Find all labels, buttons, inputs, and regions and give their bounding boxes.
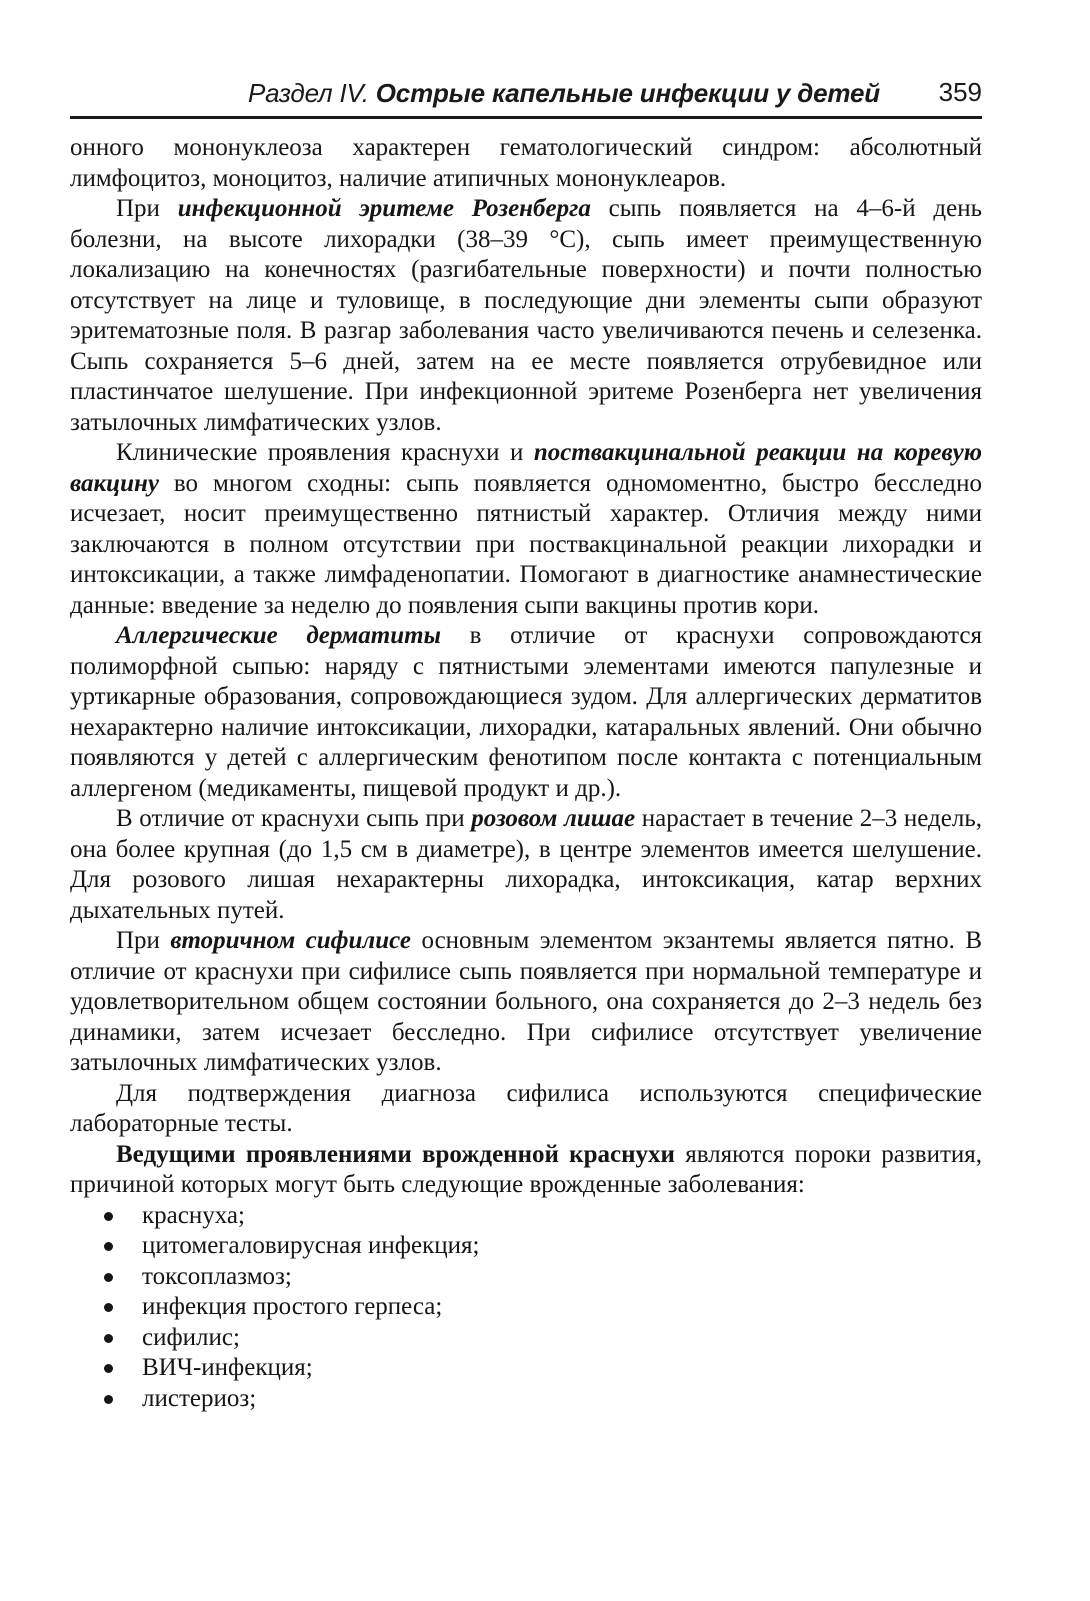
- list-item: токсоплазмоз;: [104, 1262, 982, 1293]
- paragraph: [70, 926, 982, 1079]
- running-header: [70, 74, 982, 118]
- paragraph: [70, 1140, 982, 1201]
- paragraph-text: являются пороки развития, причиной которых могут быть следующие врожденные заболевания:: [70, 1140, 983, 1198]
- paragraph-text: основным элементом экзантемы является пятно. В отличие от краснухи при сифилисе сыпь появляется при нормальной температуре и удовлетворительном общем состоянии больного, она сохраняется до 2–3 недель без динамики, затем исчезает бесследно. При сифилисе отсутствует увеличение затылочных лимфатических узлов.: [70, 927, 983, 1076]
- bold-term: Ведущими проявлениями врожденной краснухи: [116, 1140, 675, 1168]
- header-rule: [70, 116, 982, 119]
- paragraph: [70, 438, 982, 621]
- list-item: инфекция простого герпеса;: [104, 1292, 982, 1323]
- paragraph: [70, 1079, 982, 1140]
- list-item: краснуха;: [104, 1201, 982, 1232]
- paragraph-text: Для подтверждения диагноза сифилиса используются специфические лабораторные тесты.: [70, 1079, 982, 1137]
- paragraph-text: В отличие от краснухи сыпь при: [116, 805, 472, 832]
- italic-term: вторичном сифилисе: [170, 927, 412, 954]
- header-title: [248, 78, 880, 109]
- paragraph-text: сыпь появляется на 4–6-й день болезни, на высоте лихорадки (38–39 °С), сыпь имеет преимущественную локализацию на конечностях (разгибательные поверхности) и почти полностью отсутствует на лице и туловище, в последующие дни элементы сыпи образуют эритематозные поля. В разгар заболевания часто увеличиваются печень и селезенка. Сыпь сохраняется 5–6 дней, затем на ее месте появляется отрубевидное или пластинчатое шелушение. При инфекционной эритеме Розенберга нет увеличения затылочных лимфатических узлов.: [70, 195, 982, 436]
- bullet-list: [70, 1201, 982, 1415]
- paragraph-text: во многом сходны: сыпь появляется одномоментно, быстро бесследно исчезает, носит преимущественно пятнистый характер. Отличия между ними заключаются в полном отсутствии при поствакцинальной реакции лихорадки и интоксикации, а также лимфаденопатии. Помогают в диагностике анамнестические данные: введение за неделю до появления сыпи вакцины против кори.: [70, 469, 982, 619]
- list-item: ВИЧ-инфекция;: [104, 1353, 982, 1384]
- paragraph-text: При: [116, 927, 171, 954]
- italic-term: инфекционной эритеме Розенберга: [177, 195, 591, 222]
- list-item: листериоз;: [104, 1384, 982, 1415]
- list-item: цитомегаловирусная инфекция;: [104, 1231, 982, 1262]
- italic-term: Аллергические дерматиты: [116, 622, 441, 649]
- paragraph: [70, 194, 982, 438]
- paragraph-text: Клинические проявления краснухи и: [116, 439, 534, 466]
- paragraph: [70, 621, 982, 804]
- list-item: сифилис;: [104, 1323, 982, 1354]
- paragraph: [70, 133, 982, 194]
- page-body: [70, 133, 982, 1414]
- page-number: 359: [938, 77, 982, 107]
- paragraph: [70, 804, 982, 926]
- paragraph-text: При: [116, 195, 178, 222]
- italic-term: поствакцинальной реакции на коревую вакцину: [70, 439, 982, 497]
- section-label: Раздел IV.: [248, 78, 369, 108]
- italic-term: розовом лишае: [471, 805, 636, 832]
- paragraph-text: в отличие от краснухи сопровождаются полиморфной сыпью: наряду с пятнистыми элементами имеются папулезные и уртикарные образования, сопровождающиеся зудом. Для аллергических дерматитов нехарактерно наличие интоксикации, лихорадки, катаральных явлений. Они обычно появляются у детей с аллергическим фенотипом после контакта с потенциальным аллергеном (медикаменты, пищевой продукт и др.).: [70, 622, 982, 802]
- paragraph-text: онного мононуклеоза характерен гематологический синдром: абсолютный лимфоцитоз, моноцитоз, наличие атипичных мононуклеаров.: [70, 134, 982, 192]
- paragraph-text: нарастает в течение 2–3 недель, она более крупная (до 1,5 см в диаметре), в центре элементов имеется шелушение. Для розового лишая нехарактерны лихорадка, интоксикация, катар верхних дыхательных путей.: [70, 805, 982, 924]
- paragraphs: [70, 133, 982, 1201]
- section-title: Острые капельные инфекции у детей: [375, 78, 880, 108]
